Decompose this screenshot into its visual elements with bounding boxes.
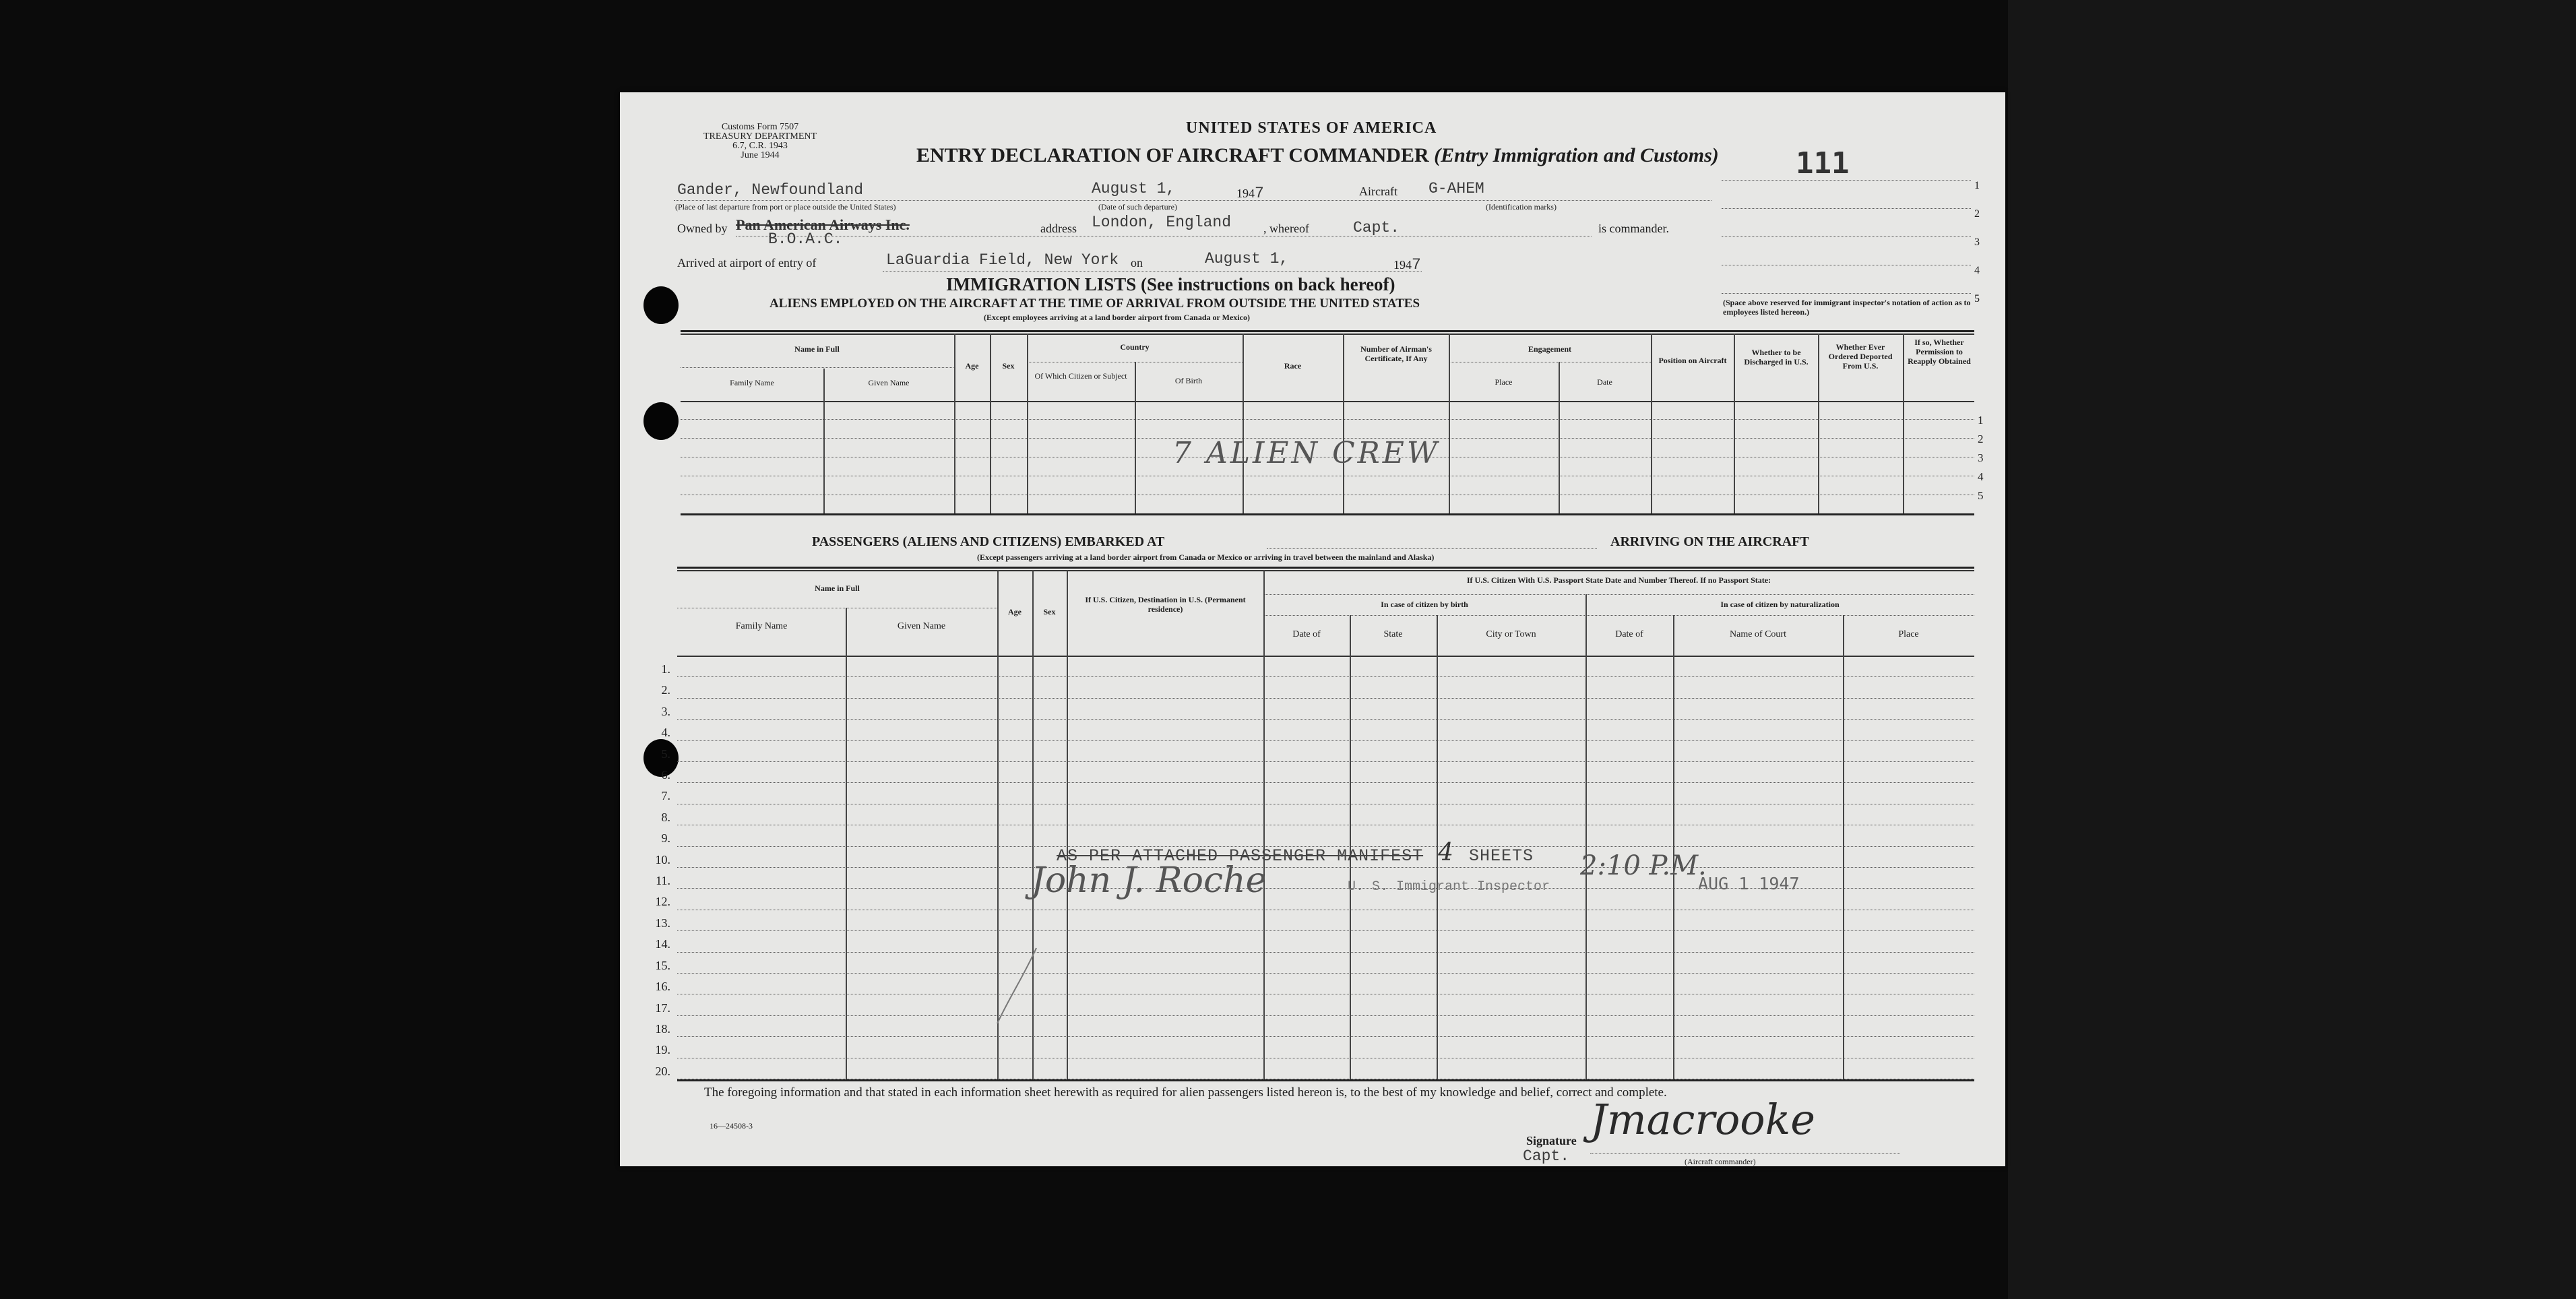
inspector-line xyxy=(1722,180,1971,181)
col-country: Country xyxy=(1120,342,1150,352)
passenger-row-line xyxy=(677,782,1974,783)
col-sex: Sex xyxy=(1002,361,1015,371)
passenger-row-line xyxy=(677,740,1974,741)
arrived-label: Arrived at airport of entry of xyxy=(677,256,817,270)
table-border xyxy=(677,570,1974,571)
owner-name: B.O.A.C. xyxy=(768,230,843,248)
owner-address: London, England xyxy=(1092,214,1232,231)
passenger-row-line xyxy=(677,761,1974,762)
owned-by-label: Owned by xyxy=(677,222,728,235)
col-race: Race xyxy=(1284,361,1302,371)
inspector-title: U. S. Immigrant Inspector xyxy=(1348,879,1550,895)
table-border xyxy=(681,513,1974,515)
owner-struck: Pan American Airways Inc. xyxy=(736,216,910,233)
commander-name: Capt. xyxy=(1353,219,1400,236)
immigration-note: (Except employees arriving at a land border airport from Canada or Mexico) xyxy=(984,313,1250,322)
table-border xyxy=(677,1079,1974,1081)
col-citizen-of: Of Which Citizen or Subject xyxy=(1034,371,1127,381)
form-identification xyxy=(699,123,821,160)
departure-line xyxy=(674,200,1711,201)
aircraft-label: Aircraft xyxy=(1359,185,1397,198)
whereof-label: , whereof xyxy=(1263,222,1309,235)
col-divider xyxy=(823,369,825,513)
certification-statement: The foregoing information and that stated in each information sheet herewith as required for alien passengers listed hereon is, to the best of my knowledge and belief, correct and complete. xyxy=(704,1085,1667,1100)
table-border xyxy=(681,334,1974,335)
col-divider xyxy=(1734,334,1735,513)
form-date: June 1944 xyxy=(741,150,780,160)
col-family-name: Family Name xyxy=(735,621,788,631)
col-reapply-permission: If so, Whether Permission to Reapply Obtained xyxy=(1908,338,1971,366)
col-name-full: Name in Full xyxy=(815,583,860,593)
date-stamp: AUG 1 1947 xyxy=(1698,874,1800,893)
on-label: on xyxy=(1131,256,1143,270)
col-country-birth: Of Birth xyxy=(1174,376,1203,385)
form-title: ENTRY DECLARATION OF AIRCRAFT COMMANDER xyxy=(916,144,1429,166)
passenger-row-line xyxy=(677,1036,1974,1037)
col-deported: Whether Ever Ordered Deported From U.S. xyxy=(1828,342,1893,371)
col-citizen-by-birth: In case of citizen by birth xyxy=(1381,600,1468,609)
inspector-line xyxy=(1722,208,1971,209)
handwritten-crew-note: 7 ALIEN CREW xyxy=(1172,436,1441,470)
crew-row-line xyxy=(681,419,1974,420)
crew-row-numbers: 1 2 3 4 5 xyxy=(1978,414,1984,502)
captain-label: Capt. xyxy=(1523,1147,1570,1165)
col-age: Age xyxy=(965,361,979,371)
passengers-title: PASSENGERS (ALIENS AND CITIZENS) EMBARKED AT xyxy=(812,534,1165,549)
col-age: Age xyxy=(1008,607,1022,616)
customs-form-page xyxy=(620,92,2005,1166)
passenger-row-line xyxy=(677,867,1974,868)
col-name-full: Name in Full xyxy=(794,344,840,354)
inspector-line xyxy=(1722,293,1971,294)
immigration-title: IMMIGRATION LISTS (See instructions on back hereof) xyxy=(946,274,1395,294)
form-code: 16—24508-3 xyxy=(710,1121,753,1131)
signature-caption: (Aircraft commander) xyxy=(1685,1157,1756,1166)
punch-hole xyxy=(643,402,679,440)
arrival-year: 1947 xyxy=(1393,256,1421,274)
col-divider xyxy=(1585,594,1587,1079)
inspector-signature: John J. Roche xyxy=(1031,860,1267,901)
departure-place-caption: (Place of last departure from port or place outside the United States) xyxy=(675,202,896,212)
subheader-line xyxy=(1263,615,1974,616)
col-citizen-by-naturalization: In case of citizen by naturalization xyxy=(1720,600,1840,609)
table-border xyxy=(677,567,1974,569)
arrival-line xyxy=(883,271,1422,272)
col-engagement-place: Place xyxy=(1495,377,1513,387)
col-divider xyxy=(990,334,991,513)
is-commander-label: is commander. xyxy=(1598,222,1669,235)
col-certificate: Number of Airman's Certificate, If Any xyxy=(1360,344,1432,363)
passenger-row-line xyxy=(677,930,1974,931)
signature-label: Signature xyxy=(1526,1134,1577,1147)
col-divider xyxy=(1673,615,1674,1079)
passenger-row-line xyxy=(677,719,1974,720)
arrival-date: August 1, xyxy=(1205,250,1289,267)
col-divider xyxy=(1651,334,1652,513)
departure-date-caption: (Date of such departure) xyxy=(1098,202,1177,212)
col-position: Position on Aircraft xyxy=(1658,356,1727,365)
col-divider xyxy=(1449,334,1450,513)
passenger-row-line xyxy=(677,952,1974,953)
col-divider xyxy=(1027,334,1028,513)
departure-date: August 1, xyxy=(1092,180,1176,197)
table-border xyxy=(677,656,1974,657)
inspector-line-numbers: 1 2 3 4 5 xyxy=(1974,180,1980,305)
col-divider xyxy=(954,334,955,513)
passengers-note: (Except passengers arriving at a land border airport from Canada or Mexico or arriving in travel between the mainland and Alaska) xyxy=(977,552,1435,562)
handwritten-time: 2:10 P.M. xyxy=(1580,850,1707,881)
col-place: Place xyxy=(1898,629,1919,639)
table-border xyxy=(681,330,1974,332)
signature-tail xyxy=(997,948,1038,1029)
inspector-line xyxy=(1722,236,1971,237)
departure-year: 1947 xyxy=(1236,185,1264,202)
col-divider xyxy=(846,608,847,1079)
signature-line xyxy=(1590,1153,1900,1154)
form-subtitle: (Entry Immigration and Customs) xyxy=(1434,144,1719,166)
department: TREASURY DEPARTMENT xyxy=(703,131,817,141)
subheader-line xyxy=(681,367,953,368)
stamp-number: 111 xyxy=(1796,146,1850,181)
col-discharged: Whether to be Discharged in U.S. xyxy=(1744,348,1809,367)
page-title xyxy=(916,144,1719,167)
col-given-name: Given Name xyxy=(868,378,910,387)
arriving-title: ARRIVING ON THE AIRCRAFT xyxy=(1610,534,1809,549)
dark-background-panel xyxy=(2008,0,2576,1299)
passenger-row-line xyxy=(677,973,1974,974)
col-destination: If U.S. Citizen, Destination in U.S. (Permanent residence) xyxy=(1085,595,1246,614)
col-family-name: Family Name xyxy=(730,378,774,387)
col-naturalization-date: Date of xyxy=(1615,629,1643,639)
col-divider xyxy=(1243,334,1244,513)
passenger-row-line xyxy=(677,1015,1974,1016)
immigration-subtitle: ALIENS EMPLOYED ON THE AIRCRAFT AT THE TIME OF ARRIVAL FROM OUTSIDE THE UNITED STATES xyxy=(769,296,1420,311)
table-border xyxy=(681,401,1974,402)
commander-signature: Jmacrooke xyxy=(1590,1095,1815,1144)
aircraft-id: G-AHEM xyxy=(1428,180,1484,197)
col-city: City or Town xyxy=(1486,629,1536,639)
col-divider xyxy=(1818,334,1819,513)
col-engagement-date: Date xyxy=(1597,377,1612,387)
col-birth-date: Date of xyxy=(1292,629,1321,639)
col-court: Name of Court xyxy=(1730,629,1786,639)
form-number: Customs Form 7507 xyxy=(721,122,799,132)
col-passport: If U.S. Citizen With U.S. Passport State Date and Number Thereof. If no Passport State: xyxy=(1466,575,1771,585)
arrival-airport: LaGuardia Field, New York xyxy=(886,251,1119,269)
regulation-ref: 6.7, C.R. 1943 xyxy=(732,141,788,151)
passenger-row-numbers: 1. 2. 3. 4. 5. 6. 7. 8. 9. 10. 11. 12. 13. 14. 15. 16. 17. 18. 19. 20. xyxy=(655,662,670,1078)
col-divider xyxy=(1843,615,1844,1079)
col-sex: Sex xyxy=(1043,607,1056,616)
passenger-row-line xyxy=(677,676,1974,677)
col-engagement: Engagement xyxy=(1528,344,1571,354)
punch-hole xyxy=(643,286,679,324)
subheader-line xyxy=(1263,594,1974,595)
col-state: State xyxy=(1383,629,1403,639)
passenger-row-line xyxy=(677,698,1974,699)
aircraft-id-caption: (Identification marks) xyxy=(1486,202,1557,212)
embarked-at-line xyxy=(1267,548,1597,549)
col-given-name: Given Name xyxy=(897,621,946,631)
manifest-stamp: AS PER ATTACHED PASSENGER MANIFEST 4 SHEETS xyxy=(1057,839,1534,866)
country-heading: UNITED STATES OF AMERICA xyxy=(1186,119,1437,137)
departure-place: Gander, Newfoundland xyxy=(677,181,864,199)
inspector-note: (Space above reserved for immigrant inspector's notation of action as to employees listed hereon.) xyxy=(1723,298,1971,317)
col-divider xyxy=(1343,334,1344,513)
address-label: address xyxy=(1040,222,1077,235)
